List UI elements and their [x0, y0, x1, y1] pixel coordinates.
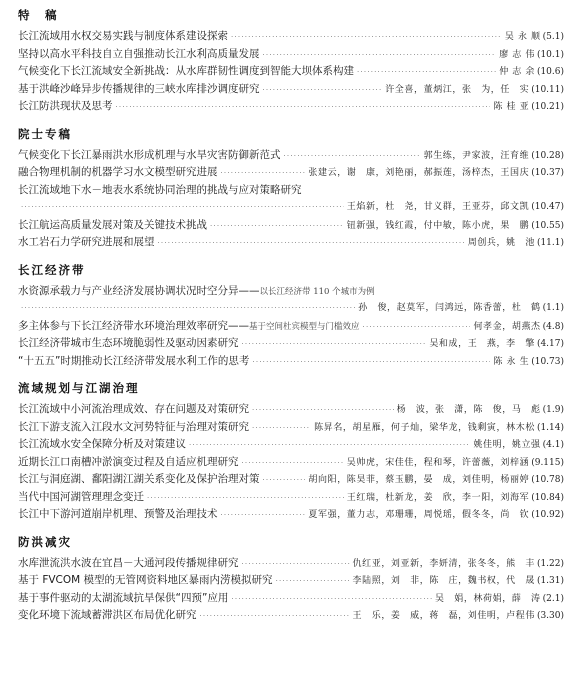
entry-line [18, 318, 564, 336]
toc-entry[interactable] [18, 572, 564, 590]
article-page-ref: (10.21) [531, 102, 564, 112]
article-authors: 吴 永 顺 [504, 32, 541, 42]
dot-leader [158, 235, 465, 253]
article-page-ref: (10.1) [536, 49, 564, 60]
dot-leader [242, 556, 350, 574]
article-title: 长江航运高质量发展对策及关键技术挑战 [18, 218, 207, 231]
dot-leader [284, 148, 421, 166]
dot-leader [200, 608, 350, 626]
dot-leader [363, 319, 471, 337]
article-title: 水工岩石力学研究进展和展望 [18, 236, 155, 248]
dot-leader [252, 402, 394, 420]
article-title: 长江流域用水权交易实践与制度体系建设探索 [18, 30, 228, 42]
toc-entry[interactable] [18, 436, 564, 454]
article-title: 当代中国河湖管理理念变迁 [18, 490, 144, 503]
article-authors: 胡向阳，陈昊菲，蔡玉鹏，晏 成，刘佳明，杨丽婷 [308, 475, 530, 485]
dot-leader [116, 99, 491, 117]
toc-section [18, 125, 564, 252]
article-authors: 陈 永 生 [493, 356, 530, 367]
article-title: 变化环境下流域蓄滞洪区布局优化研究 [18, 609, 197, 621]
entry-line [18, 28, 564, 46]
toc-entry[interactable] [18, 555, 564, 573]
entry-line [18, 98, 564, 116]
toc-entry[interactable] [18, 46, 564, 64]
section-title: 院士专稿 [18, 126, 72, 141]
toc-entry[interactable] [18, 454, 564, 472]
article-title: 水库泄流洪水波在宜昌－大通河段传播规律研究 [18, 556, 239, 569]
toc-section [18, 261, 564, 371]
toc-entry[interactable] [18, 401, 564, 419]
section-title: 长江经济带 [18, 262, 86, 277]
article-page-ref: (10.55) [531, 220, 564, 231]
article-title: 基于事件驱动的太湖流域抗旱保供“四预”应用 [18, 591, 229, 604]
dot-leader [221, 165, 306, 183]
article-title: “十五五”时期推动长江经济带发展水利工作的思考 [18, 354, 250, 367]
dot-leader [263, 82, 383, 100]
entry-line [18, 506, 564, 524]
toc-entry[interactable] [18, 182, 564, 217]
toc-entry[interactable] [18, 63, 564, 81]
entry-line [18, 555, 564, 573]
article-authors: 周创兵，姚 池 [467, 238, 535, 248]
article-page-ref: (10.11) [531, 84, 564, 95]
entry-line [18, 199, 564, 217]
dot-leader [276, 573, 350, 591]
article-authors: 郭生练，尹家波，汪育维 [423, 150, 530, 161]
article-page-ref: (1.9) [542, 405, 564, 415]
entry-line [18, 46, 564, 64]
article-authors: 钮新强，钱红霞，付中敏，陈小虎，果 鹏 [346, 220, 530, 231]
article-title: 近期长江口南槽冲淤演变过程及自适应机理研究 [18, 455, 239, 468]
toc-entry[interactable] [18, 335, 564, 353]
article-authors: 仲 志 余 [499, 67, 535, 77]
article-authors: 王焰新，杜 尧，甘义群，王亚芬，邱文凯 [346, 202, 530, 212]
article-page-ref: (11.1) [536, 238, 564, 248]
entry-line [18, 81, 564, 99]
dot-leader [189, 437, 470, 455]
dot-leader [242, 455, 344, 473]
entry-line [18, 164, 564, 182]
dot-leader [147, 490, 344, 508]
section-title: 防洪减灾 [18, 534, 72, 549]
article-authors: 陈 桂 亚 [493, 102, 530, 112]
article-page-ref: (10.6) [536, 67, 564, 77]
article-subtitle: 基于空间杜宾模型与门槛效应 [249, 321, 360, 332]
article-title: 融合物理机制的机器学习水文模型研究进展 [18, 166, 218, 178]
article-page-ref: (10.37) [531, 168, 564, 178]
dot-leader [242, 336, 427, 354]
dot-leader [210, 218, 344, 236]
article-title: 气候变化下长江暴雨洪水形成机理与水旱灾害防御新范式 [18, 148, 281, 161]
article-page-ref: (4.17) [536, 339, 564, 349]
article-page-ref: (1.14) [536, 422, 564, 433]
toc-section [18, 379, 564, 524]
article-title: 多主体参与下长江经济带水环境治理效率研究—— [18, 319, 249, 332]
article-page-ref: (10.47) [531, 202, 564, 212]
dot-leader [231, 29, 502, 47]
article-page-ref: (1.1) [542, 303, 564, 313]
entry-line [18, 283, 564, 301]
article-page-ref: (10.78) [531, 475, 564, 485]
entry-line [18, 234, 564, 252]
toc-entry[interactable] [18, 607, 564, 625]
toc-section [18, 533, 564, 625]
dot-leader [231, 591, 432, 609]
article-title: 气候变化下长江流域安全新挑战：从水库群韧性调度到智能大坝体系构建 [18, 65, 354, 77]
toc-entry[interactable] [18, 353, 564, 371]
article-title: 长江流域水安全保障分析及对策建议 [18, 438, 186, 450]
toc-section [18, 6, 564, 116]
article-title: 基于洪峰沙峰异步传播规律的三峡水库排沙调度研究 [18, 82, 260, 95]
article-authors: 孙 俊，赵莫军，闫鸿远，陈香蕾，杜 鹤 [358, 303, 541, 313]
article-authors: 吴帅虎，宋佳佳，程和琴，许蕾薇，刘梓涵 [346, 457, 530, 468]
dot-leader [357, 64, 496, 82]
dot-leader [252, 354, 490, 372]
article-authors: 夏军强，董力志，邓珊珊，周悦瑶，假冬冬，尚 钦 [308, 510, 530, 520]
article-authors: 仇红亚，刘亚新，李妍清，张冬冬，熊 丰 [352, 558, 535, 569]
article-authors: 吴和成，王 燕，李 擎 [429, 339, 535, 349]
entry-line [18, 436, 564, 454]
article-page-ref: (3.30) [536, 611, 564, 621]
toc-entry[interactable] [18, 489, 564, 507]
entry-line [18, 217, 564, 235]
dot-leader [263, 472, 306, 490]
entry-line [18, 572, 564, 590]
section-title: 特 稿 [18, 8, 59, 22]
article-authors: 王红瑞，杜新龙，姜 欣，李一阳，刘海军 [346, 492, 530, 503]
toc-entry[interactable] [18, 471, 564, 489]
toc-entry[interactable] [18, 147, 564, 165]
article-title: 坚持以高水平科技自立自强推动长江水利高质量发展 [18, 47, 260, 60]
toc-entry[interactable] [18, 318, 564, 336]
article-subtitle: 以长江经济带 110 个城市为例 [259, 286, 375, 297]
entry-line [18, 471, 564, 489]
entry-line [18, 454, 564, 472]
toc-entry[interactable] [18, 164, 564, 182]
article-page-ref: (4.1) [542, 440, 564, 450]
dot-leader [21, 199, 344, 217]
entry-line [18, 607, 564, 625]
article-authors: 何孝金，胡燕杰 [473, 321, 541, 332]
toc-entry[interactable] [18, 28, 564, 46]
article-authors: 姚佳明，姚立强 [473, 440, 541, 450]
article-authors: 陈昇名，胡星雁，何子灿，梁华龙，钱剩寅，林木松 [314, 422, 535, 433]
article-page-ref: (10.84) [531, 492, 564, 503]
article-authors: 王 乐，姜 威，蒋 磊，刘佳明，卢程伟 [352, 611, 535, 621]
article-authors: 许全喜，董炳江，张 为，任 实 [385, 84, 530, 95]
article-authors: 杨 波，张 潇，陈 俊，马 彪 [396, 405, 541, 415]
toc-entry[interactable] [18, 419, 564, 437]
section-title: 流域规划与江湖治理 [18, 381, 140, 395]
article-authors: 廖 志 伟 [499, 49, 535, 60]
entry-line [18, 335, 564, 353]
toc-entry[interactable] [18, 590, 564, 608]
entry-line [18, 419, 564, 437]
toc-entry[interactable] [18, 234, 564, 252]
article-title: 基于 FVCOM 模型的无管网资料地区暴雨内涝模拟研究 [18, 574, 273, 586]
entry-line [18, 401, 564, 419]
entry-line [18, 590, 564, 608]
article-page-ref: (10.92) [531, 510, 564, 520]
article-title: 长江中下游河道崩岸机理、预警及治理技术 [18, 508, 218, 520]
entry-line [18, 489, 564, 507]
article-title: 长江经济带城市生态环境脆弱性及驱动因素研究 [18, 337, 239, 349]
article-page-ref: (10.28) [531, 150, 564, 161]
article-authors: 张建云，谢 康，刘艳丽，郝振莲，汤梓杰，王国庆 [308, 168, 530, 178]
article-page-ref: (5.1) [542, 32, 564, 42]
entry-line [18, 353, 564, 371]
entry-line [18, 182, 564, 200]
dot-leader [21, 300, 355, 318]
toc-entry[interactable] [18, 217, 564, 235]
dot-leader [221, 507, 306, 525]
toc-entry[interactable] [18, 98, 564, 116]
toc-entry[interactable] [18, 506, 564, 524]
article-title: 长江与洞庭湖、鄱阳湖江湖关系变化及保护治理对策 [18, 473, 260, 485]
article-title: 长江下游支流入江段水文河势特征与治理对策研究 [18, 420, 249, 433]
article-page-ref: (9.115) [531, 457, 564, 468]
dot-leader [252, 420, 311, 438]
article-authors: 吴 娟，林荷娟，薛 涛 [435, 593, 541, 604]
toc-entry[interactable] [18, 81, 564, 99]
article-authors: 李陆照，刘 非，陈 庄，魏书权，代 晟 [352, 576, 535, 586]
entry-line [18, 63, 564, 81]
article-title: 水资源承载力与产业经济发展协调状况时空分异—— [18, 284, 260, 297]
article-title: 长江防洪现状及思考 [18, 100, 113, 112]
article-title: 长江流域中小河流治理成效、存在问题及对策研究 [18, 403, 249, 415]
article-title: 长江流域地下水－地表水系统协同治理的挑战与应对策略研究 [18, 183, 302, 196]
article-page-ref: (1.31) [536, 576, 564, 586]
article-page-ref: (4.8) [542, 321, 564, 332]
article-page-ref: (2.1) [542, 593, 564, 604]
article-page-ref: (10.73) [531, 356, 564, 367]
article-page-ref: (1.22) [536, 558, 564, 569]
entry-line [18, 300, 564, 318]
dot-leader [263, 47, 497, 65]
entry-line [18, 147, 564, 165]
toc-entry[interactable] [18, 283, 564, 318]
